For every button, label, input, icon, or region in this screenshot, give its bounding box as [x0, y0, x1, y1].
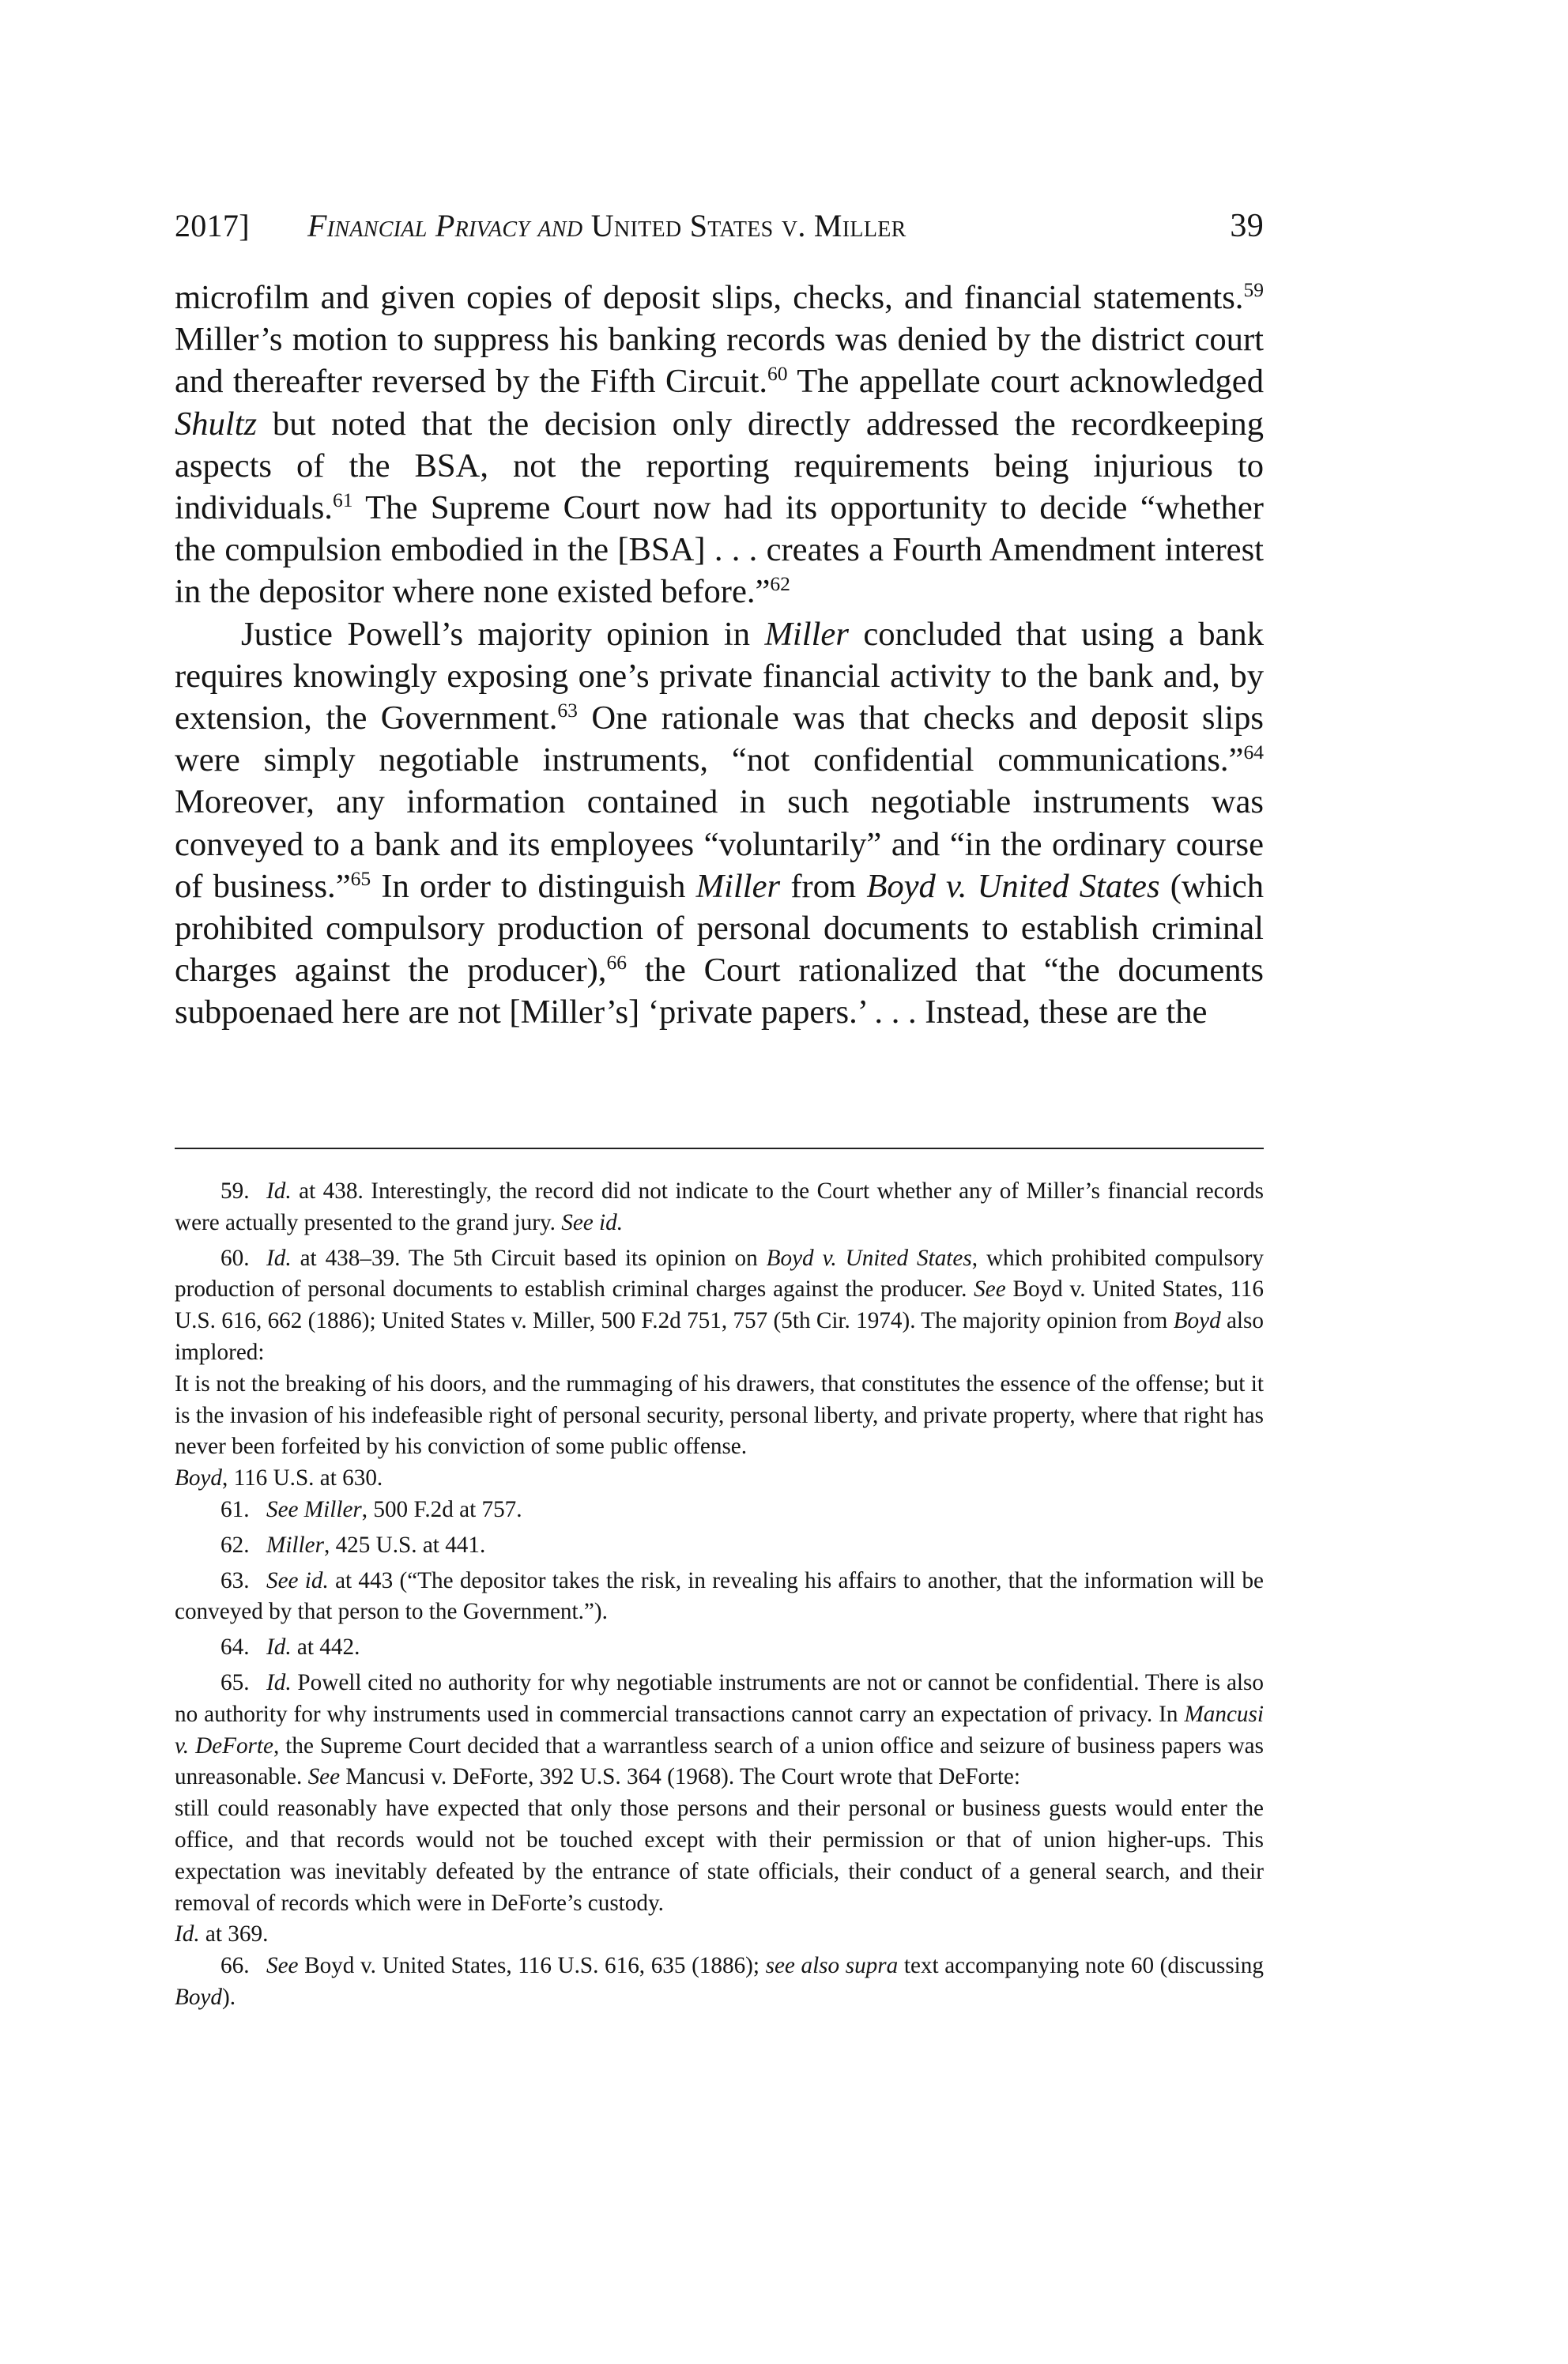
page-number: 39: [1230, 208, 1264, 244]
case-name: Boyd: [175, 1984, 222, 2010]
footnote-ref-64[interactable]: 64: [1243, 741, 1264, 764]
footnote-ref-59[interactable]: 59: [1243, 277, 1264, 301]
paragraph-2: [175, 613, 1264, 1034]
text-run: , 116 U.S. at 630.: [221, 1465, 383, 1491]
text-run: the Court rationalized that “the documents subpoenaed here are not [Miller’s] ‘private papers.’ . . . Instead, these are the: [175, 952, 1264, 1031]
text-run: Boyd v. United States, 116 U.S. 616, 662 (1886); United States v. Miller, 500 F.2d 751, 757 (5th Cir. 1974). The majority opinion from: [175, 1276, 1264, 1334]
text-run: text accompanying note 60 (discussing: [898, 1953, 1264, 1979]
text-run: microfilm and given copies of deposit slips, checks, and financial statements.: [175, 279, 1244, 316]
case-name: Miller: [764, 615, 849, 653]
text-run: The appellate court acknowledged: [787, 363, 1264, 401]
block-quote-boyd: It is not the breaking of his doors, and the rummaging of his drawers, that constitutes the essence of the offense; but it is the invasion of his indefeasible right of personal security, personal liberty, and private property, where that right has never been forfeited by his conviction of some public offense.: [175, 1371, 1264, 1460]
footnote-number: 65.: [220, 1669, 250, 1695]
text-run: but noted that the decision only directly addressed the recordkeeping aspects of the BSA, not the reporting requirements being injurious to individuals.: [175, 405, 1264, 527]
footnote-ref-61[interactable]: 61: [332, 488, 353, 511]
text-run: ).: [221, 1984, 236, 2010]
footnote-number: 66.: [220, 1953, 250, 1979]
signal: See: [266, 1953, 299, 1979]
signal: See id.: [266, 1567, 329, 1593]
text-run: Miller’s motion to suppress his banking records was denied by the district court and thereafter reversed by the Fifth Circuit.: [175, 321, 1264, 401]
footnote-ref-60[interactable]: 60: [767, 362, 788, 386]
footnote-ref-62[interactable]: 62: [770, 572, 790, 596]
text-run: Powell cited no authority for why negotiable instruments are not or cannot be confidential. There is also no authority for why instruments used in commercial transactions cannot carry an expectation of privacy. In: [175, 1669, 1264, 1727]
text-run: at 443 (“The depositor takes the risk, in revealing his affairs to another, that the information will be conveyed by that person to the Government.”).: [175, 1567, 1264, 1625]
signal: See: [307, 1764, 341, 1790]
header-year: 2017]: [175, 208, 250, 243]
text-run: Boyd v. United States, 116 U.S. 616, 635 (1886);: [298, 1953, 766, 1979]
signal: Id.: [175, 1921, 200, 1947]
text-run: , the Supreme Court decided that a warrantless search of a union office and seizure of business papers was unreasonable.: [175, 1732, 1264, 1790]
footnote-number: 61.: [220, 1496, 250, 1522]
block-quote-citation: [175, 1919, 1264, 1951]
footnote-59: [175, 1176, 1264, 1239]
case-name: Shultz: [175, 405, 258, 443]
signal: Id.: [266, 1634, 292, 1661]
case-name: Boyd: [175, 1465, 222, 1491]
text-run: Mancusi v. DeForte, 392 U.S. 364 (1968). The Court wrote that DeForte:: [340, 1764, 1020, 1790]
signal: See id.: [561, 1209, 624, 1235]
footnote-62: [175, 1530, 1264, 1562]
header-title-italic: Financial Privacy and: [307, 208, 583, 243]
text-run: at 442.: [291, 1634, 360, 1661]
footnote-ref-66[interactable]: 66: [606, 951, 628, 975]
text-run: also implored:: [175, 1308, 1264, 1365]
text-run: concluded that using a bank requires knowingly exposing one’s private financial activity to the bank and, by extension, the Government.: [175, 615, 1264, 737]
footnote-60: [175, 1243, 1264, 1369]
signal: See: [974, 1276, 1006, 1303]
case-name: Miller: [266, 1532, 324, 1558]
text-run: In order to distinguish: [371, 867, 696, 905]
text-run: at 369.: [199, 1921, 269, 1947]
footnote-66: [175, 1951, 1264, 2014]
signal: Id.: [266, 1178, 292, 1204]
footnote-ref-63[interactable]: 63: [557, 698, 578, 722]
footnote-number: 60.: [220, 1245, 250, 1271]
case-name: Miller: [695, 867, 781, 905]
main-text: [175, 277, 1264, 1034]
footnote-ref-65[interactable]: 65: [350, 866, 371, 890]
case-name: Mancusi v. DeForte: [175, 1701, 1264, 1759]
case-name: Boyd v. United States: [866, 867, 1160, 905]
text-run: , 425 U.S. at 441.: [323, 1532, 486, 1558]
text-run: , which prohibited compulsory production of personal documents to establish criminal charges against the producer.: [175, 1245, 1264, 1303]
footnote-number: 64.: [220, 1634, 250, 1661]
footnotes: [175, 1176, 1264, 2014]
footnote-number: 63.: [220, 1567, 250, 1593]
signal: see also supra: [765, 1953, 899, 1979]
footnote-65: [175, 1668, 1264, 1793]
signal: Id.: [266, 1669, 292, 1695]
text-run: at 438–39. The 5th Circuit based its opinion on: [291, 1245, 767, 1271]
footnote-63: [175, 1566, 1264, 1629]
text-run: Justice Powell’s majority opinion in: [241, 615, 765, 653]
signal: See Miller: [266, 1496, 362, 1522]
paragraph-1: [175, 277, 1264, 613]
case-name: Boyd: [1173, 1308, 1221, 1334]
header-title-case: United States v. Miller: [590, 208, 906, 243]
footnote-number: 62.: [220, 1532, 250, 1558]
footnote-64: [175, 1632, 1264, 1664]
header-title: [307, 207, 906, 245]
case-name: Boyd v. United States: [766, 1245, 972, 1271]
text-run: Moreover, any information contained in such negotiable instruments was conveyed to a bank and its employees “voluntarily” and “in the ordinary course of business.”: [175, 783, 1264, 905]
block-quote-citation: [175, 1463, 1264, 1495]
footnote-number: 59.: [220, 1178, 250, 1204]
footnote-divider: [175, 1148, 1264, 1149]
text-run: at 438. Interestingly, the record did not indicate to the Court whether any of Miller’s financial records were actually presented to the grand jury.: [175, 1178, 1264, 1235]
text-run: The Supreme Court now had its opportunity to decide “whether the compulsion embodied in the [BSA] . . . creates a Fourth Amendment interest in the depositor where none existed before.”: [175, 489, 1264, 611]
text-run: from: [780, 867, 867, 905]
text-run: One rationale was that checks and deposit slips were simply negotiable instruments, “not confidential communications.”: [175, 699, 1265, 779]
text-run: (which prohibited compulsory production of personal documents to establish criminal charges against the producer),: [175, 867, 1265, 990]
footnote-61: [175, 1495, 1264, 1526]
signal: Id.: [266, 1245, 292, 1271]
text-run: , 500 F.2d at 757.: [361, 1496, 522, 1522]
block-quote-deforte: still could reasonably have expected that only those persons and their personal or business guests would enter the office, and that records would not be touched except with their permission or that of union higher-ups. This expectation was inevitably defeated by the entrance of state officials, their conduct of a general search, and their removal of records which were in DeForte’s custody.: [175, 1796, 1264, 1916]
